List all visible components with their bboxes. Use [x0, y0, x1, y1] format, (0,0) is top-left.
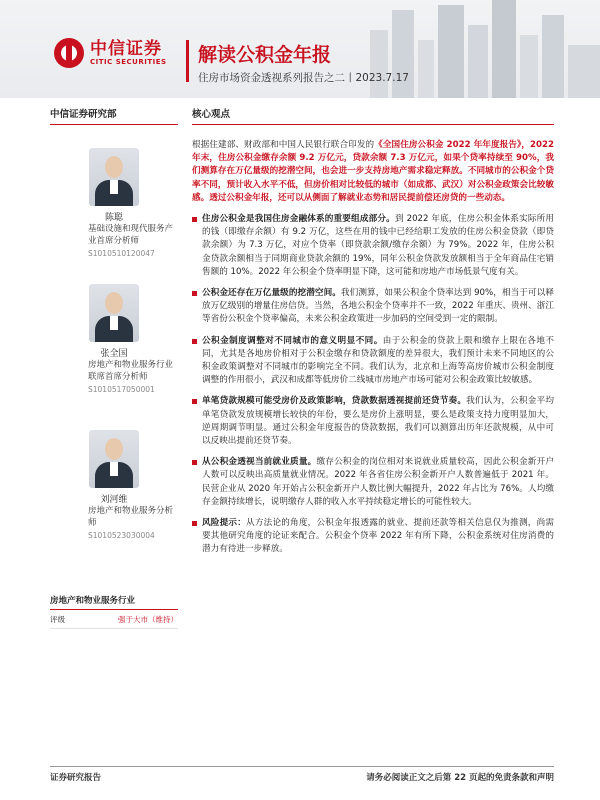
- citic-logo-icon: [54, 38, 84, 68]
- analyst-code: S1010510120047: [88, 249, 155, 258]
- bullet-paragraph: [192, 287, 554, 327]
- summary-highlight: 《全国住房公积金 2022 年年度报告》，2022 年末，住房公积金缴存余额 9.2 万亿元，贷款余额 7.3 万亿元，如果个贷率持续至 90%，我们测算存在万亿量级的挖潜空间，也会进一步支持房地产需求稳定释放。不同城市的公积金个贷率不同，预计收入水平不低，但房价相对比较低的城市（如成都、武汉）对公积金政策会比较敏感。透过公积金年报，还可以从侧面了解就业态势和居民提前偿还房贷的一些动态。: [192, 140, 554, 203]
- bullet-heading: 公积金还存在万亿量级的挖潜空间。: [202, 288, 341, 299]
- footer-left: 证券研究报告: [50, 773, 102, 783]
- analyst-name: 张全国: [100, 349, 128, 359]
- bullet-text: 由于公积金的贷款上限和缴存上限在各地不同，尤其是各地房价相对于公积金缴存和贷款额度的差异很大，我们预计未来不同地区的公积金政策调整对不同城市的影响完全不同。我们认为，北京和上海等高房价城市公积金制度调整的作用很小，武汉和成都等低房价二线城市房地产市场可能对公积金政策比较敏感。: [202, 335, 554, 386]
- analyst-card: [50, 430, 178, 540]
- bullet-text: 从方法论的角度，公积金年报透露的就业、提前还款等相关信息仅为推测，尚需要其他研究角度的论证来配合。公积金个贷率 2022 年有所下降，公积金系统对住房消费的潜力有待进一步释放。: [202, 518, 554, 555]
- bullet-paragraph: [192, 517, 554, 557]
- research-dept-title: 中信证券研究部: [50, 106, 178, 125]
- citic-logo: [54, 38, 167, 68]
- core-views-column: [192, 106, 554, 557]
- bullet-heading: 单笔贷款规模可能受房价及政策影响，贷款数据透视提前还贷节奏。: [202, 396, 467, 407]
- core-views-title: 核心观点: [192, 106, 554, 125]
- logo-en-text: CITIC SECURITIES: [90, 58, 167, 66]
- logo-cn-text: 中信证券: [90, 39, 162, 59]
- analyst-avatar: [89, 148, 139, 206]
- industry-rating: [50, 594, 178, 629]
- industry-title: 房地产和物业服务行业: [50, 594, 178, 610]
- rating-value: 强于大市（维持）: [118, 615, 178, 624]
- analyst-name: 刘河维: [100, 495, 128, 505]
- analyst-code: S1010517050001: [88, 385, 155, 394]
- bullet-heading: 公积金制度调整对不同城市的意义明显不同。: [202, 335, 383, 346]
- report-header: [0, 0, 600, 98]
- analyst-title: 房地产和物业服务行业联席首席分析师: [88, 360, 174, 382]
- footer-disclaimer: 请务必阅读正文之后第 22 页起的免责条款和声明: [366, 773, 554, 783]
- analyst-avatar: [89, 430, 139, 488]
- report-subtitle: 住房市场资金透视系列报告之二丨2023.7.17: [198, 72, 409, 84]
- analyst-column: [50, 106, 175, 125]
- page-footer: [50, 766, 554, 783]
- bullet-text: 我们认为，公积金平均单笔贷款发放规模增长较快的年份，要么是房价上涨明显，要么是政策支持力度明显加大，逆周期调节明显。通过公积金年度报告的贷款数据，我们可以测算出历年还款规模，从中可以反映出提前还贷节奏。: [202, 396, 554, 447]
- analyst-name: 陈聪: [104, 213, 123, 223]
- report-title: 解读公积金年报: [198, 44, 332, 66]
- bullet-heading: 风险提示：: [202, 518, 247, 529]
- bullet-text: 到 2022 年底，住房公积金体系实际所用的钱（即缴存余额）有 9.2 万亿，这些在用的钱中已经给职工发放的住房公积金贷款（即贷款余额）为 7.3 万亿，对应个贷率（即贷款余额/缴存余额）为 79%。2022 年，住房公积金贷款余额相当于同期商业贷款余额的 19%，同年公积金贷款发放额相当于全年商品住宅销售额的 10%。2022 年公积金个贷率明显下降，这可能和房地产市场低景气度有关。: [202, 214, 554, 277]
- bullet-heading: 从公积金透视当前就业质量。: [202, 457, 317, 468]
- title-divider: [186, 40, 189, 82]
- rating-label: 评级: [50, 615, 65, 624]
- bullet-paragraph: [192, 456, 554, 509]
- bullet-paragraph: [192, 395, 554, 448]
- analyst-code: S1010523030004: [88, 531, 155, 540]
- bullet-text: 缴存公积金的岗位相对来说就业质量较高，因此公积金新开户人数可以反映出高质量就业情况。2022 年各省住房公积金新开户人数普遍低于 2021 年。民营企业从 2020 年开始占公积金新开户人数比例大幅提升，2022 年占比为 76%。人均缴存金额持续增长，说明缴存人群的收入水平持续稳定增长的可能性较大。: [202, 457, 554, 507]
- analyst-avatar: [89, 284, 139, 342]
- analyst-title: 基础设施和现代服务产业首席分析师: [88, 224, 174, 246]
- bullet-paragraph: [192, 213, 554, 279]
- summary-paragraph: [192, 139, 554, 205]
- bullet-text: 我们测算，如果公积金个贷率达到 90%，相当于可以释放万亿级别的增量住房信贷。当然，各地公积金个贷率并不一致，2022 年重庆、贵州、浙江等省份公积金个贷率偏高，未来公积金政策进一步加码的空间受到一定的限制。: [202, 288, 554, 325]
- analyst-card: [50, 148, 178, 258]
- analyst-card: [50, 284, 178, 394]
- analyst-title: 房地产和物业服务分析师: [88, 506, 174, 528]
- bullet-paragraph: [192, 335, 554, 388]
- bullet-heading: 住房公积金是我国住房金融体系的重要组成部分。: [202, 214, 395, 225]
- summary-plain: 根据住建部、财政部和中国人民银行联合印发的: [192, 140, 375, 150]
- rating-row: [50, 614, 178, 629]
